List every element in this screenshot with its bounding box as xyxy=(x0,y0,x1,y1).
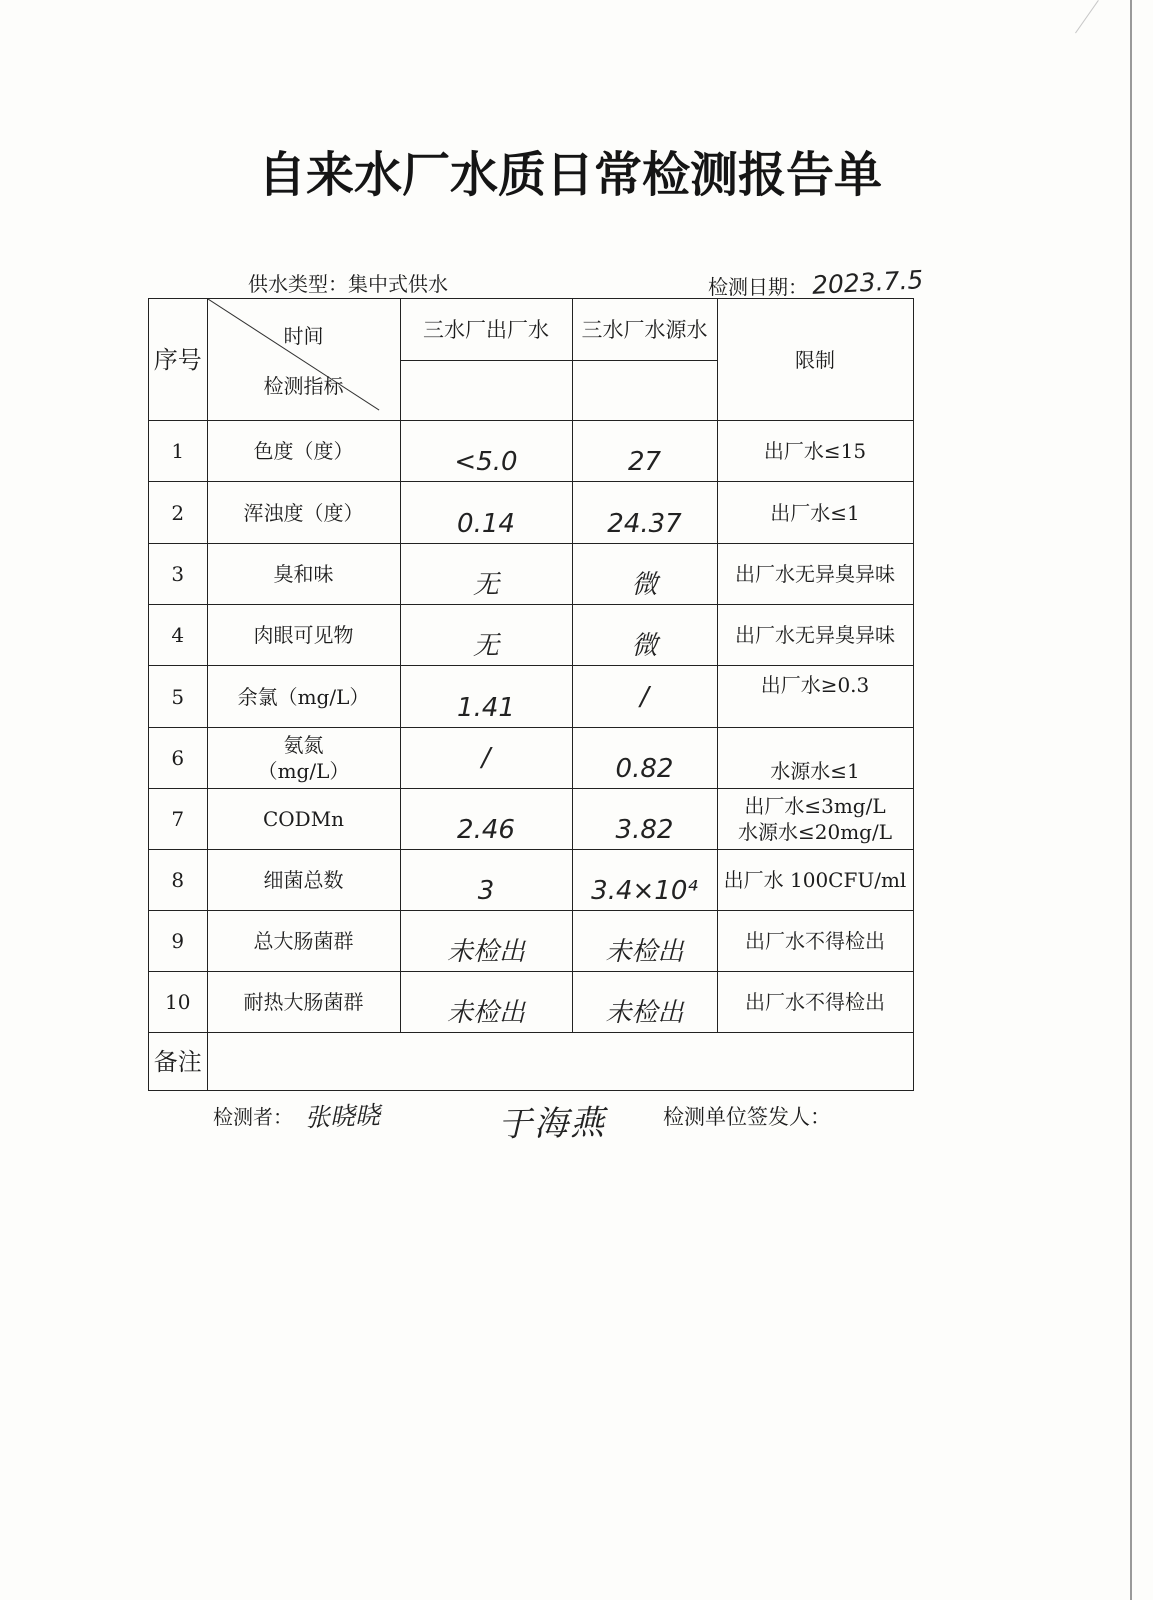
row-5-source xyxy=(573,666,718,728)
row-2-indicator: 浑浊度（度） xyxy=(208,482,401,544)
row-10-source-value: 未检出 xyxy=(605,998,684,1028)
row-10-no: 10 xyxy=(149,972,208,1033)
row-6-source-value: 0.82 xyxy=(615,754,674,784)
row-8-limit: 出厂水 100CFU/ml xyxy=(718,850,914,911)
row-3-source xyxy=(573,544,718,605)
row-6-outlet xyxy=(401,728,573,789)
row-7-limit: 出厂水≤3mg/L 水源水≤20mg/L xyxy=(718,789,914,850)
row-8-source-value: 3.4×10⁴ xyxy=(591,876,698,906)
row-4-indicator: 肉眼可见物 xyxy=(208,605,401,666)
row-9-outlet-value: 未检出 xyxy=(446,937,525,967)
row-10-source xyxy=(573,972,718,1033)
row-1-limit: 出厂水≤15 xyxy=(718,421,914,482)
header-outlet-time xyxy=(401,361,573,421)
remarks-value xyxy=(208,1033,914,1091)
row-6-limit: 水源水≤1 xyxy=(718,728,914,789)
row-7-source xyxy=(573,789,718,850)
row-7-indicator: CODMn xyxy=(208,789,401,850)
header-indicator: 检测指标 xyxy=(263,374,344,398)
row-1-outlet xyxy=(401,421,573,482)
row-8-indicator: 细菌总数 xyxy=(208,850,401,911)
approver-signature: 于海燕 xyxy=(497,1103,607,1145)
row-1-outlet-value: <5.0 xyxy=(454,447,518,477)
row-9-limit: 出厂水不得检出 xyxy=(718,911,914,972)
row-3-outlet xyxy=(401,544,573,605)
row-9-no: 9 xyxy=(149,911,208,972)
row-10-limit: 出厂水不得检出 xyxy=(718,972,914,1033)
row-7-source-value: 3.82 xyxy=(615,815,674,845)
row-8-outlet xyxy=(401,850,573,911)
row-10-indicator: 耐热大肠菌群 xyxy=(208,972,401,1033)
row-2-source xyxy=(573,482,718,544)
row-6-outlet-value: / xyxy=(481,743,491,773)
row-7-outlet-value: 2.46 xyxy=(457,815,515,845)
row-9-outlet xyxy=(401,911,573,972)
row-5-no: 5 xyxy=(149,666,208,728)
row-2-outlet-value: 0.14 xyxy=(457,509,515,539)
header-source-time xyxy=(573,361,718,421)
row-3-source-value: 微 xyxy=(631,570,658,600)
remarks-label: 备注 xyxy=(149,1033,208,1091)
row-8-outlet-value: 3 xyxy=(477,876,495,906)
supply-type-label: 供水类型： xyxy=(248,272,348,296)
row-4-outlet-value: 无 xyxy=(472,631,499,661)
row-5-limit: 出厂水≥0.3 xyxy=(718,666,914,728)
header-outlet-water: 三水厂出厂水 xyxy=(401,299,573,361)
row-2-no: 2 xyxy=(149,482,208,544)
supply-type-value: 集中式供水 xyxy=(348,272,448,296)
row-9-source xyxy=(573,911,718,972)
row-1-indicator: 色度（度） xyxy=(208,421,401,482)
report-table xyxy=(148,298,914,1091)
row-4-no: 4 xyxy=(149,605,208,666)
row-4-source-value: 微 xyxy=(631,631,658,661)
row-5-outlet xyxy=(401,666,573,728)
header-limit: 限制 xyxy=(718,299,914,421)
scan-edge-mark xyxy=(1075,0,1099,33)
test-date-value: 2023.7.5 xyxy=(811,265,924,300)
tester-signature: 张晓晓 xyxy=(304,1100,381,1133)
header-time: 时间 xyxy=(283,324,324,348)
row-3-no: 3 xyxy=(149,544,208,605)
row-6-indicator: 氨氮 （mg/L） xyxy=(208,728,401,789)
row-1-no: 1 xyxy=(149,421,208,482)
row-6-source xyxy=(573,728,718,789)
row-7-outlet xyxy=(401,789,573,850)
row-2-outlet xyxy=(401,482,573,544)
row-5-outlet-value: 1.41 xyxy=(457,693,515,723)
row-8-source xyxy=(573,850,718,911)
row-3-outlet-value: 无 xyxy=(472,570,499,600)
row-10-outlet xyxy=(401,972,573,1033)
row-7-no: 7 xyxy=(149,789,208,850)
row-10-outlet-value: 未检出 xyxy=(446,998,525,1028)
tester-label: 检测者： xyxy=(213,1105,293,1129)
scan-edge-line xyxy=(1130,0,1132,1600)
header-diagonal-line xyxy=(208,299,400,420)
test-date-label: 检测日期： xyxy=(708,275,808,299)
header-source-water: 三水厂水源水 xyxy=(573,299,718,361)
row-3-indicator: 臭和味 xyxy=(208,544,401,605)
supply-type xyxy=(248,271,448,297)
report-title: 自来水厂水质日常检测报告单 xyxy=(258,147,883,203)
row-5-source-value: / xyxy=(640,681,649,712)
row-8-no: 8 xyxy=(149,850,208,911)
row-1-source xyxy=(573,421,718,482)
header-indicator-cell xyxy=(208,299,401,421)
issuer-label: 检测单位签发人： xyxy=(663,1105,831,1129)
row-9-source-value: 未检出 xyxy=(605,937,684,967)
row-2-source-value: 24.37 xyxy=(607,509,682,539)
row-9-indicator: 总大肠菌群 xyxy=(208,911,401,972)
row-2-limit: 出厂水≤1 xyxy=(718,482,914,544)
row-4-outlet xyxy=(401,605,573,666)
row-4-limit: 出厂水无异臭异味 xyxy=(718,605,914,666)
row-4-source xyxy=(573,605,718,666)
row-1-source-value: 27 xyxy=(627,447,662,477)
header-index: 序号 xyxy=(149,299,208,421)
row-6-no: 6 xyxy=(149,728,208,789)
row-3-limit: 出厂水无异臭异味 xyxy=(718,544,914,605)
row-5-indicator: 余氯（mg/L） xyxy=(208,666,401,728)
